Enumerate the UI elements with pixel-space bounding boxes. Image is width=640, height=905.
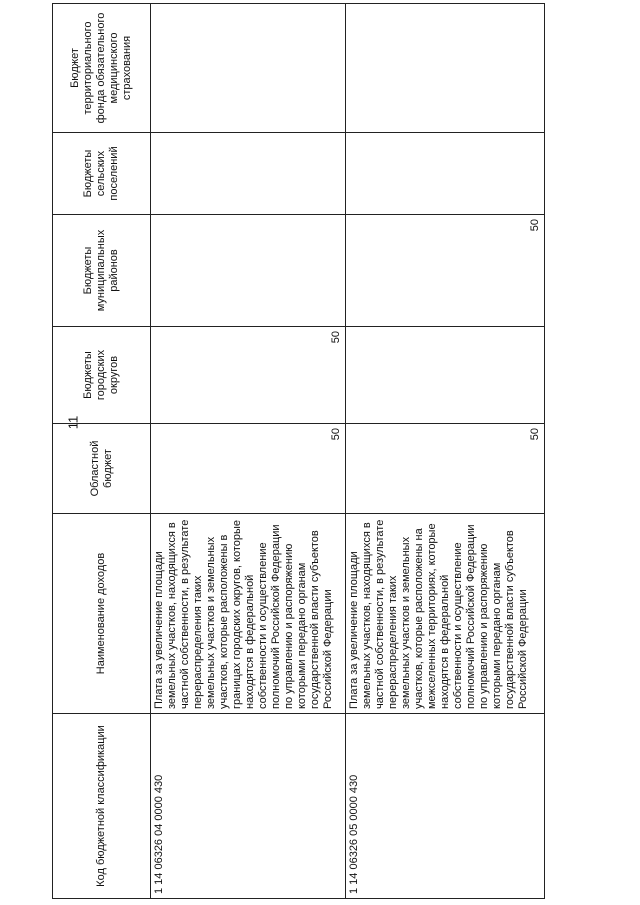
row-value-rural xyxy=(151,133,346,215)
row-value-fund xyxy=(346,4,545,133)
row-value-regional: 50 xyxy=(151,424,346,514)
page-number: 11 xyxy=(65,415,81,430)
row-value-rural xyxy=(346,133,545,215)
header-medical-insurance-fund: Бюджет территориального фонда обязательного медицинского страхования xyxy=(53,4,151,133)
row-value-municipal xyxy=(151,215,346,327)
row-name: Плата за увеличение площади земельных участков, находящихся в частной собственности, в результате перераспределения таких земельных участков и земельных участков, которые расположены в границах городских округов, которые находятся в федеральной собственности и осуществление полномочий Российской Федерации по управлению и распоряжению которыми передано органам государственной власти субъектов Российской Федерации xyxy=(151,514,346,714)
header-rural-settlements: Бюджеты сельских поселений xyxy=(53,133,151,215)
header-municipal-districts: Бюджеты муниципальных районов xyxy=(53,215,151,327)
row-value-municipal: 50 xyxy=(346,215,545,327)
table-row xyxy=(346,4,545,899)
header-name: Наименование доходов xyxy=(53,514,151,714)
rotated-table-wrapper xyxy=(52,4,544,899)
row-value-city: 50 xyxy=(151,327,346,424)
table-header-row xyxy=(53,4,151,899)
row-code: 1 14 06326 04 0000 430 xyxy=(151,714,346,899)
header-city-districts: Бюджеты городских округов xyxy=(53,327,151,424)
row-value-fund xyxy=(151,4,346,133)
row-value-city xyxy=(346,327,545,424)
row-name: Плата за увеличение площади земельных участков, находящихся в частной собственности, в результате перераспределения таких земельных участков и земельных участков, которые расположены на межселенных территориях, которые находятся в федеральной собственности и осуществление полномочий Российской Федерации по управлению и распоряжению которыми передано органам государственной власти субъектов Российской Федерации xyxy=(346,514,545,714)
revenue-table xyxy=(52,3,545,899)
header-code: Код бюджетной классификации xyxy=(53,714,151,899)
row-code: 1 14 06326 05 0000 430 xyxy=(346,714,545,899)
header-regional-budget: Областной бюджет xyxy=(53,424,151,514)
table-row xyxy=(151,4,346,899)
row-value-regional: 50 xyxy=(346,424,545,514)
